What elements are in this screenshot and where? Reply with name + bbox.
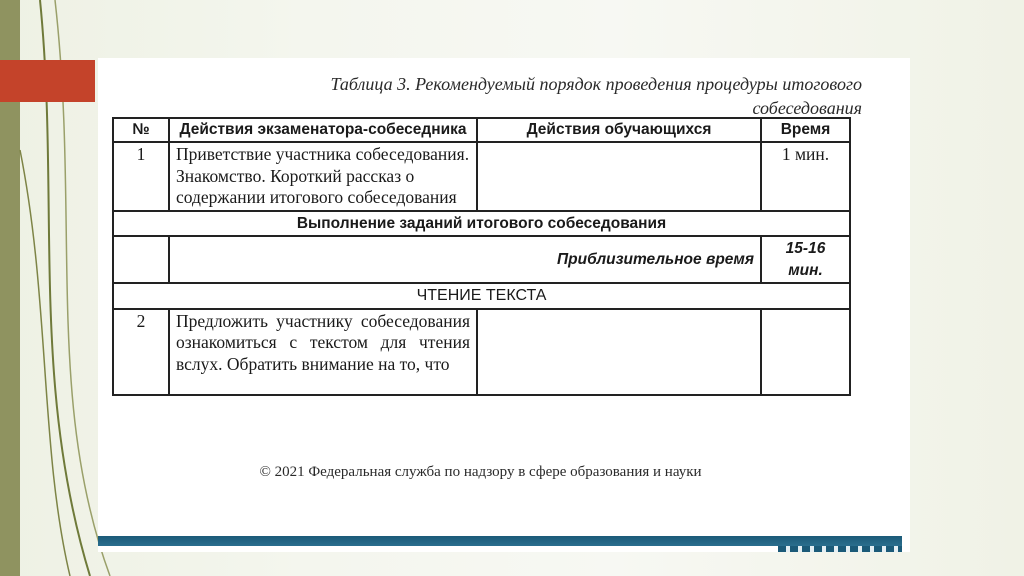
accent-bar <box>0 60 95 102</box>
header-student: Действия обучающихся <box>477 118 761 142</box>
table-caption <box>110 72 862 120</box>
bottom-bar-tail <box>778 546 902 552</box>
row1-student <box>477 142 761 211</box>
table-row <box>113 309 850 395</box>
header-num: № <box>113 118 169 142</box>
table-row <box>113 142 850 211</box>
section-row <box>113 211 850 237</box>
procedure-table <box>112 117 851 396</box>
caption-line-2: собеседования <box>752 98 862 118</box>
row2-time <box>761 309 850 395</box>
bottom-bar <box>98 536 902 546</box>
header-examiner: Действия экзаменатора-собеседника <box>169 118 477 142</box>
approx-time-label: Приблизительное время <box>169 236 761 283</box>
approx-empty-cell <box>113 236 169 283</box>
approx-time-value: 15-16 мин. <box>761 236 850 283</box>
row1-examiner: Приветствие участника собеседования. Знакомство. Короткий рассказ о содержании итогового собеседования <box>169 142 477 211</box>
row2-student <box>477 309 761 395</box>
approx-time-row <box>113 236 850 283</box>
row2-examiner: Предложить участнику собеседования ознакомиться с текстом для чтения вслух. Обратить внимание на то, что <box>176 310 470 374</box>
row1-num: 1 <box>113 142 169 211</box>
header-time: Время <box>761 118 850 142</box>
caption-line-1: Таблица 3. Рекомендуемый порядок проведения процедуры итогового <box>330 74 862 94</box>
row2-num: 2 <box>113 309 169 395</box>
section-row <box>113 283 850 309</box>
copyright-footer: © 2021 Федеральная служба по надзору в сфере образования и науки <box>259 464 702 480</box>
table-header-row <box>113 118 850 142</box>
row2-examiner-cell <box>169 309 477 395</box>
section-title-tasks: Выполнение заданий итогового собеседования <box>113 211 850 237</box>
section-title-reading: ЧТЕНИЕ ТЕКСТА <box>113 283 850 309</box>
row1-time: 1 мин. <box>761 142 850 211</box>
